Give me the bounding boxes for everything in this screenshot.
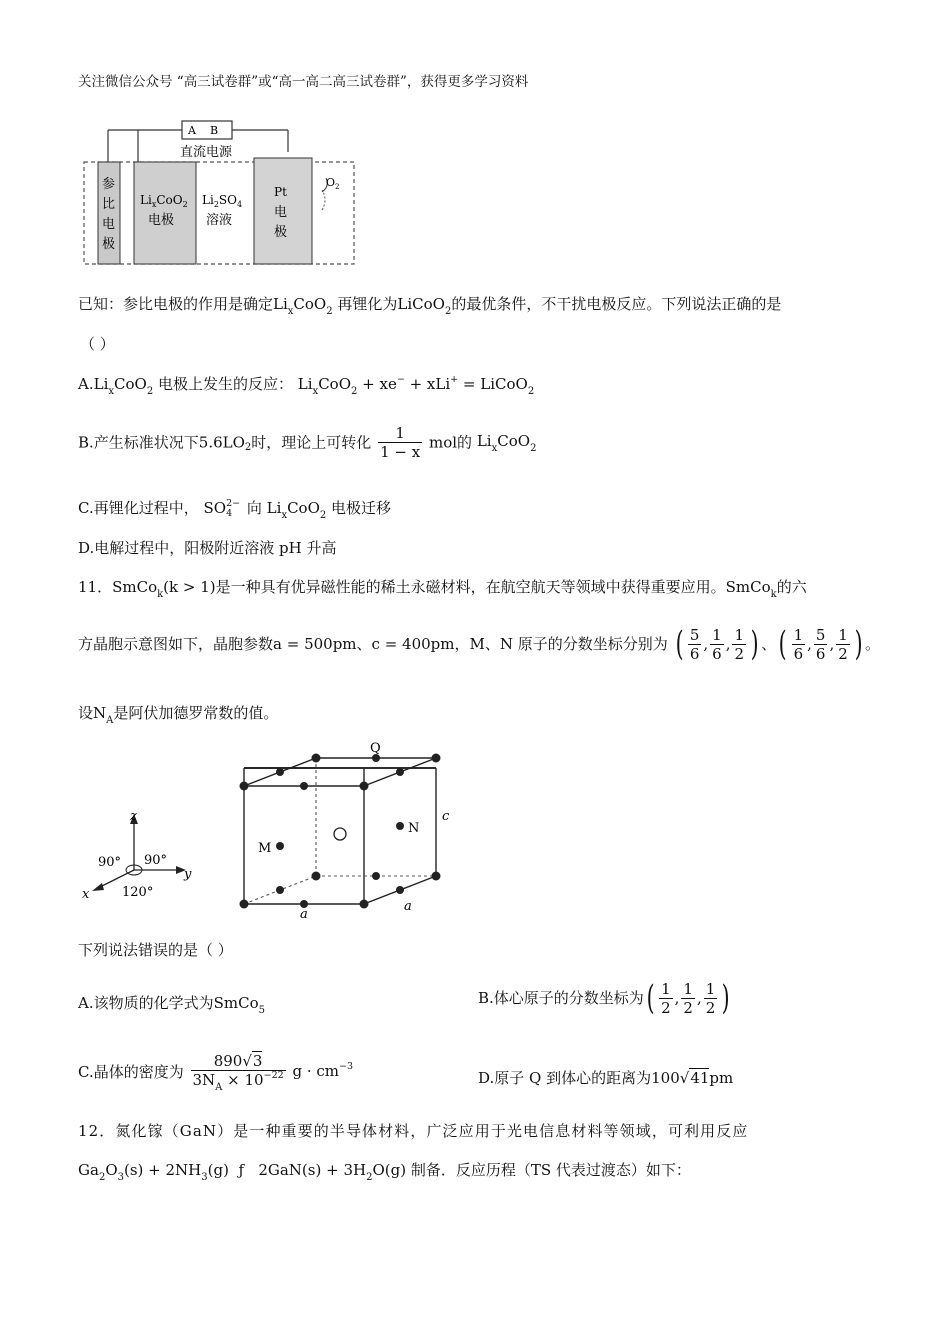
atom-m (276, 842, 284, 850)
axis-diagram (78, 808, 208, 908)
label-q: Q (370, 741, 381, 756)
solution-label: 溶液 (206, 213, 233, 228)
q12-line-1: 12．氮化镓（GaN）是一种重要的半导体材料，广泛应用于光电信息材料等领域，可利用反应 (78, 1122, 749, 1140)
q10-known: 已知：参比电极的作用是确定$Li_xCoO_2$ 再锂化为LiCoO$_2$的最优条件，不干扰电极反应。下列说法正确的是 (78, 295, 782, 317)
power-label: 直流电源 (180, 145, 233, 160)
angle-90-right: 90° (144, 853, 168, 868)
label-m: M (258, 841, 272, 856)
q10-option-a: $A.Li_xCoO_2$ 电极上发生的反应： $Li_xCoO_2 + xe^- + xLi^+$ = LiCoO$_2$ (78, 374, 535, 397)
ref-char-1: 参 (102, 177, 116, 192)
terminal-a: A (188, 124, 196, 137)
terminal-b: B (210, 124, 219, 137)
angle-120: 120° (122, 885, 154, 900)
q10-option-b: B.产生标准状况下$5.6LO_2$时，理论上可转化 $\frac{1}{1 - x}$ mol的 $Li_xCoO_2$ (78, 424, 537, 461)
label-a-front: a (300, 907, 308, 918)
q11-line-2: 方晶胞示意图如下，晶胞参数a = 500pm、c = 400pm，M、N 原子的分数坐标分别为 ( $\frac{5}{6}$ , $\frac{1}{6}$ , $\frac{1}{2}$ ) 、( $\frac{1}{6}$ , $\frac{5}{6}$ , $\frac{1}{2}$ ) 。 (78, 624, 881, 664)
pt-char-2: 极 (274, 225, 288, 240)
q10-option-d: D.电解过程中，阳极附近溶液 pH 升高 (78, 539, 337, 557)
angle-90-left: 90° (98, 855, 122, 870)
lco-electrode-label: 电极 (148, 213, 175, 228)
q11-option-c: C.晶体的密度为 $\frac{890√3}{3N_A \times 10^{-22}}$ $g \cdot cm^{-3}$ (78, 1052, 353, 1093)
unit-cell-diagram (228, 738, 468, 918)
q10-blank: （ ） (80, 335, 115, 353)
axis-z-label: z (130, 809, 137, 824)
li2so4-label: $Li_2SO_4$ (202, 193, 243, 209)
pt-label: Pt (274, 185, 287, 199)
o2-label: $O_2$ (326, 176, 340, 191)
q11-line-1: 11．SmCo$_k$(k > 1)是一种具有优异磁性能的稀土永磁材料，在航空航天等领域中获得重要应用。SmCo$_k$的六 (78, 578, 807, 600)
q11-option-a: A.该物质的化学式为SmCo$_5$ (78, 994, 265, 1016)
ref-char-3: 电 (102, 217, 116, 232)
label-a-side: a (404, 899, 412, 914)
q12-line-2: $Ga_2O_3(s) + 2NH_3(g)$ ƒ $2GaN(s) + 3H_2O(g)$ 制备．反应历程（TS 代表过渡态）如下： (78, 1161, 691, 1183)
q10-option-c: C.再锂化过程中， SO 2− 4 向 $Li_xCoO_2$ 电极迁移 (78, 498, 392, 521)
body-center-atom (334, 828, 346, 840)
label-c: c (442, 809, 450, 824)
fraction-1-over-1-minus-x: $\frac{1}{1 - x}$ (380, 424, 421, 461)
q11-ask: 下列说法错误的是（ ） (78, 941, 233, 959)
atom-n (396, 822, 404, 830)
label-n: N (408, 821, 420, 836)
q11-option-b: B.体心原子的分数坐标为( $\frac{1}{2}$ , $\frac{1}{2}$ , $\frac{1}{2}$ ) (478, 978, 730, 1018)
ref-char-4: 极 (102, 237, 116, 252)
axis-y-label: y (184, 867, 192, 882)
ref-char-2: 比 (102, 197, 116, 212)
page-header: 关注微信公众号 “高三试卷群”或“高一高二高三试卷群”，获得更多学习资料 (78, 74, 529, 90)
electrolysis-diagram (78, 112, 358, 272)
q11-option-d: D.原子 Q 到体心的距离为100√41pm (478, 1069, 734, 1087)
axis-x-label: x (82, 887, 90, 902)
pt-char-1: 电 (274, 205, 288, 220)
q11-line-3: 设$N_A$是阿伏加德罗常数的值。 (78, 704, 279, 726)
density-fraction: $\frac{890√3}{3N_A \times 10^{-22}}$ (192, 1052, 284, 1093)
lco-label: $Li_xCoO_2$ (140, 193, 188, 209)
